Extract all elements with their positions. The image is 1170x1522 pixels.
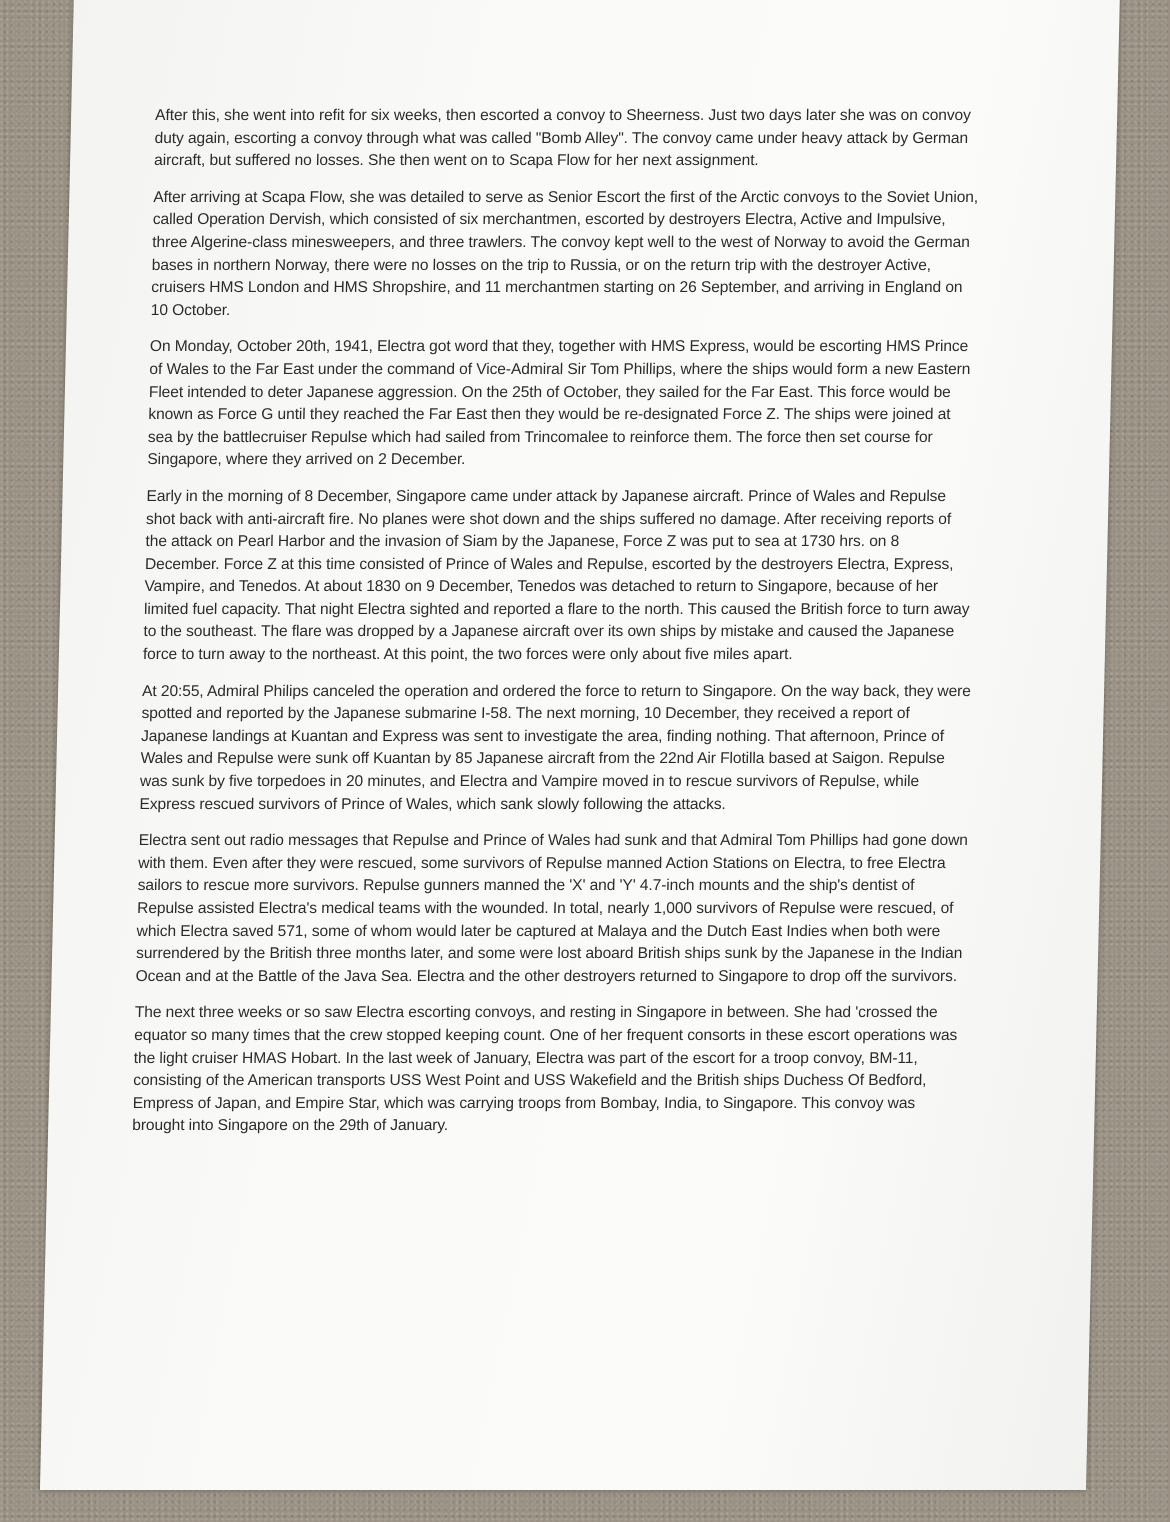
- paragraph-6: Electra sent out radio messages that Repulse and Prince of Wales had sunk and that Admiral Tom Phillips had gone down with them. Even after they were rescued, some survivors of Repulse manned Action Stations on Electra, to free Electra sailors to rescue more survivors. Repulse gunners manned the 'X' and 'Y' 4.7-inch mounts and the ship's dentist of Repulse assisted Electra's medical teams with the wounded. In total, nearly 1,000 survivors of Repulse were rescued, of which Electra saved 571, some of whom would later be captured at Malaya and the Dutch East Indies when both were surrendered by the British three months later, and some were lost aboard British ships sunk by the Japanese in the Indian Ocean and at the Battle of the Java Sea. Electra and the other destroyers returned to Singapore to drop off the survivors.: [135, 832, 969, 985]
- paragraph-2: After arriving at Scapa Flow, she was detailed to serve as Senior Escort the first of the Arctic convoys to the Soviet Union, called Operation Dervish, which consisted of six merchantmen, escorted by destroyers Electra, Active and Impulsive, three Algerine-class minesweepers, and three trawlers. The convoy kept well to the west of Norway to avoid the German bases in northern Norway, there were no losses on the trip to Russia, or on the return trip with the destroyer Active, cruisers HMS London and HMS Shropshire, and 11 merchantmen starting on 26 September, and arriving in England on 10 October.: [150, 188, 979, 319]
- paragraph-4: Early in the morning of 8 December, Singapore came under attack by Japanese aircraft. Prince of Wales and Repulse shot back with anti-aircraft fire. No planes were shot down and the ships suffered no damage. After receiving reports of the attack on Pearl Harbor and the invasion of Siam by the Japanese, Force Z was put to sea at 1730 hrs. on 8 December. Force Z at this time consisted of Prince of Wales and Repulse, escorted by the destroyers Electra, Express, Vampire, and Tenedos. At about 1830 on 9 December, Tenedos was detached to return to Singapore, because of her limited fuel capacity. That night Electra sighted and reported a flare to the north. This caused the British force to turn away to the southeast. The flare was dropped by a Japanese aircraft over its own ships by mistake and caused the Japanese force to turn away to the northeast. At this point, the two forces were only about five miles apart.: [142, 487, 970, 664]
- document-body: [132, 105, 986, 1152]
- paragraph-3: On Monday, October 20th, 1941, Electra got word that they, together with HMS Express, would be escorting HMS Prince of Wales to the Far East under the command of Vice-Admiral Sir Tom Phillips, where the ships would form a new Eastern Fleet intended to deter Japanese aggression. On the 25th of October, they sailed for the Far East. This force would be known as Force G until they reached the Far East then they would be re-designated Force Z. The ships were joined at sea by the battlecruiser Repulse which had sailed from Trincomalee to reinforce them. The force then set course for Singapore, where they arrived on 2 December.: [147, 338, 971, 469]
- paragraph-7: The next three weeks or so saw Electra escorting convoys, and resting in Singapore in between. She had 'crossed the equator so many times that the crew stopped keeping count. One of her frequent consorts in these escort operations was the light cruiser HMAS Hobart. In the last week of January, Electra was part of the escort for a troop convoy, BM-11, consisting of the American transports USS West Point and USS Wakefield and the British ships Duchess Of Bedford, Empress of Japan, and Empire Star, which was carrying troops from Bombay, India, to Singapore. This convoy was brought into Singapore on the 29th of January.: [132, 1004, 958, 1135]
- paper-sheet: [40, 0, 1120, 1490]
- paragraph-5: At 20:55, Admiral Philips canceled the operation and ordered the force to return to Singapore. On the way back, they were spotted and reported by the Japanese submarine I-58. The next morning, 10 December, they received a report of Japanese landings at Kuantan and Express was sent to investigate the area, finding nothing. That afternoon, Prince of Wales and Repulse were sunk off Kuantan by 85 Japanese aircraft from the 22nd Air Flotilla based at Saigon. Repulse was sunk by five torpedoes in 20 minutes, and Electra and Vampire moved in to rescue survivors of Repulse, while Express rescued survivors of Prince of Wales, which sank slowly following the attacks.: [139, 682, 972, 813]
- paragraph-1: After this, she went into refit for six weeks, then escorted a convoy to Sheerness. Just two days later she was on convoy duty again, escorting a convoy through what was called "Bomb Alley". The convoy came under heavy attack by German aircraft, but suffered no losses. She then went on to Scapa Flow for her next assignment.: [153, 107, 972, 170]
